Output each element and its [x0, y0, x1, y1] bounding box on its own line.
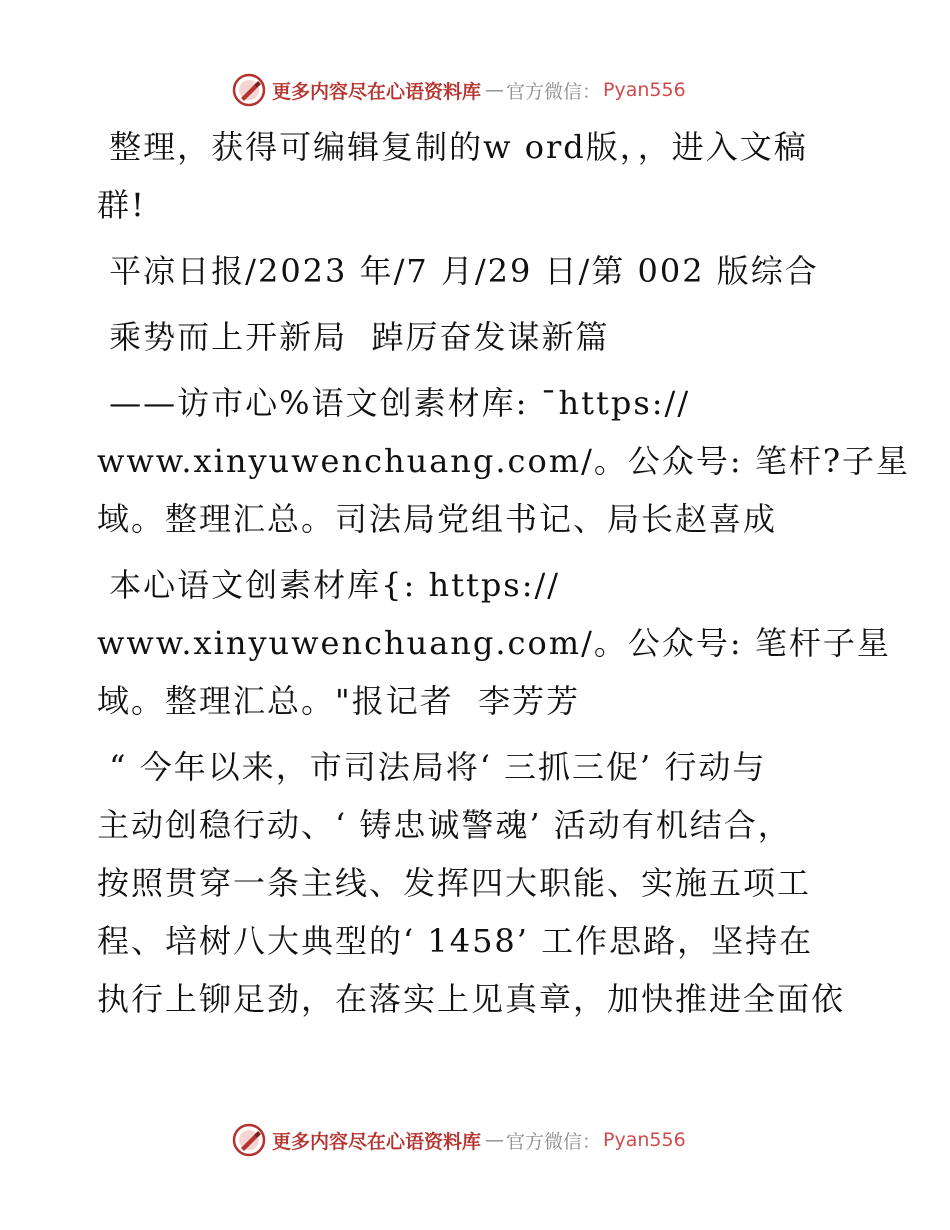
pen-nib-logo-icon [232, 1123, 266, 1157]
paragraph [97, 242, 857, 300]
paragraph [97, 118, 857, 234]
text-line: 域。整理汇总。"报记者 李芳芳 [97, 682, 581, 720]
text-line: 整理，获得可编辑复制的w ord版，，进入文稿 [97, 128, 808, 166]
banner-wechat-handle: Pyan556 [603, 79, 686, 101]
text-line: 域。整理汇总。司法局党组书记、局长赵喜成 [97, 500, 778, 538]
text-line: “ 今年以来，市司法局将‘ 三抓三促’ 行动与 [97, 748, 767, 786]
banner-main-text: 更多内容尽在心语资料库 [272, 1130, 482, 1153]
text-line: 程、培树八大典型的‘ 1458’ 工作思路，坚持在 [97, 922, 814, 960]
text-line: 执行上铆足劲，在落实上见真章，加快推进全面依 [97, 980, 846, 1018]
text-line: 主动创稳行动、‘ 铸忠诚警魂’ 活动有机结合， [97, 806, 792, 844]
paragraph [97, 556, 891, 730]
header-watermark-banner [232, 70, 686, 110]
text-line: www.xinyuwenchuang.com/。公众号: 笔杆?子星 [97, 442, 910, 480]
banner-wechat-handle: Pyan556 [603, 1129, 686, 1151]
banner-main-text: 更多内容尽在心语资料库 [272, 80, 482, 103]
banner-separator: — [485, 1129, 503, 1151]
paragraph [97, 374, 910, 548]
text-line: www.xinyuwenchuang.com/。公众号: 笔杆子星 [97, 624, 891, 662]
text-line: ——访市心%语文创素材库: ¯https:// [97, 384, 691, 422]
banner-separator: — [485, 79, 503, 101]
banner-wechat-label: 官方微信： [506, 1130, 602, 1153]
pen-nib-logo-icon [232, 73, 266, 107]
text-line: 本心语文创素材库{: https:// [97, 566, 561, 604]
paragraph [97, 738, 857, 1028]
text-line: 按照贯穿一条主线、发挥四大职能、实施五项工 [97, 864, 812, 902]
text-line: 群! [97, 186, 146, 224]
text-line: 乘势而上开新局 踔厉奋发谋新篇 [97, 318, 610, 356]
paragraph [97, 308, 857, 366]
footer-watermark-banner [232, 1120, 686, 1160]
banner-wechat-label: 官方微信： [506, 80, 602, 103]
text-line: 平凉日报/2023 年/7 月/29 日/第 002 版综合 [97, 252, 819, 290]
document-body [97, 118, 910, 1036]
